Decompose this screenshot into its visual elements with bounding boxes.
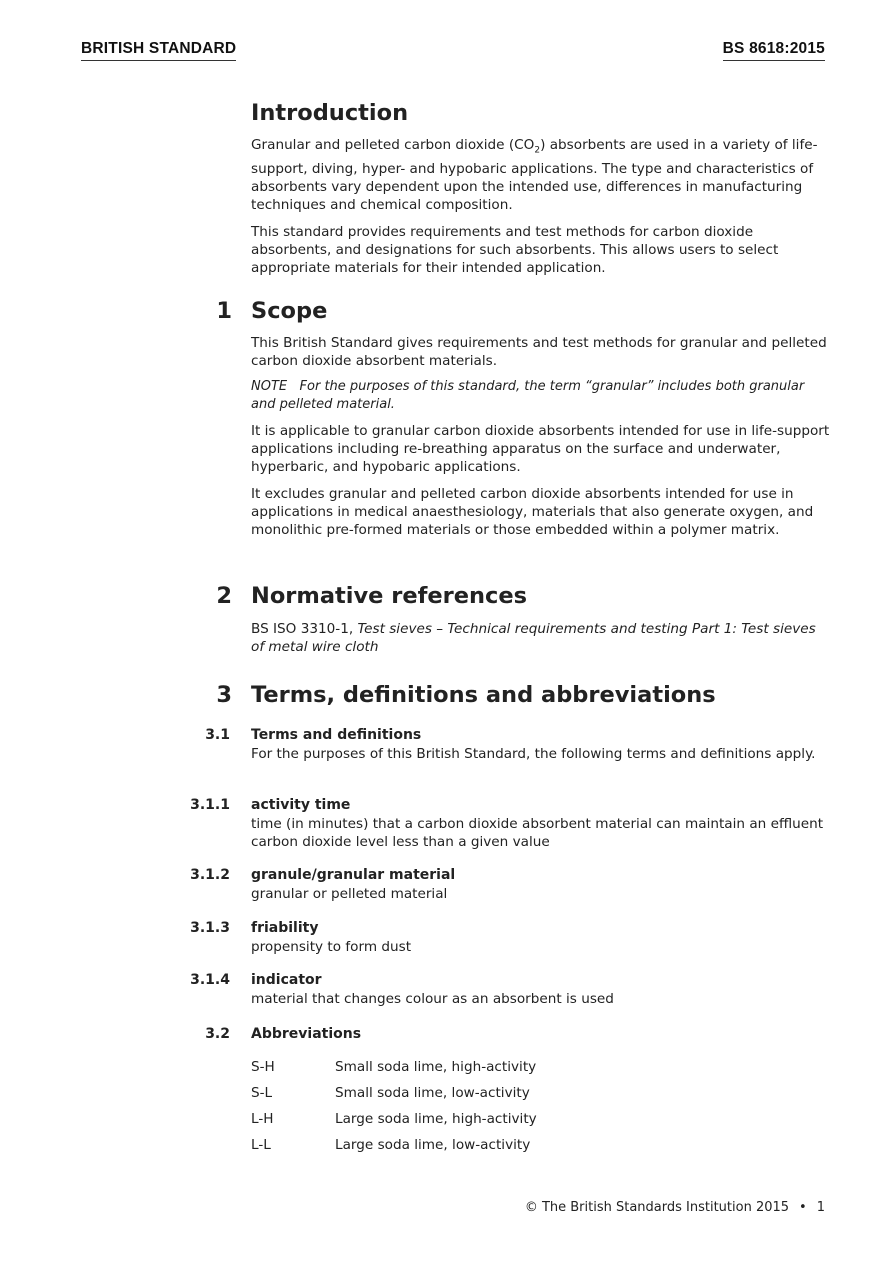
abbreviation-row: [251, 1084, 530, 1102]
abbreviation-code: S-L: [251, 1085, 273, 1101]
scope-paragraph-1: This British Standard gives requirements and test methods for granular and pelleted carbon dioxide absorbent materials.: [251, 335, 827, 369]
subsection-3-2-title: Abbreviations: [251, 1026, 362, 1042]
normative-heading: Normative references: [251, 583, 528, 609]
scope-section: [251, 334, 831, 539]
abbreviation-code: L-L: [251, 1137, 271, 1153]
term-definition-block: [251, 815, 831, 851]
normative-reference: [251, 620, 831, 656]
abbreviation-code: L-H: [251, 1111, 274, 1127]
introduction-paragraph-2: This standard provides requirements and test methods for carbon dioxide absorbents, and designations for such absorbents. This allows users to select appropriate materials for their intended application.: [251, 223, 779, 276]
subsection-3-1-text: For the purposes of this British Standard, the following terms and definitions apply.: [251, 746, 816, 762]
terms-heading: Terms, definitions and abbreviations: [251, 682, 716, 708]
term-name: friability: [251, 920, 319, 936]
abbreviation-meaning: Small soda lime, high-activity: [335, 1059, 537, 1075]
term-number: 3.1.4: [190, 972, 230, 988]
term-number: 3.1.3: [190, 920, 230, 936]
term-definition: time (in minutes) that a carbon dioxide absorbent material can maintain an effluent carbon dioxide level less than a given value: [251, 816, 824, 850]
page-number: 1: [816, 1200, 825, 1215]
note-label: NOTE: [251, 379, 288, 394]
abbreviation-meaning: Large soda lime, high-activity: [335, 1111, 537, 1127]
intro-p1-subscript: 2: [534, 145, 541, 156]
reference-code: BS ISO 3310-1,: [251, 621, 358, 637]
footer-bullet: •: [799, 1200, 807, 1215]
term-definition-block: [251, 990, 831, 1008]
scope-paragraph-3: It excludes granular and pelleted carbon dioxide absorbents intended for use in applications in medical anaesthesiology, materials that also generate oxygen, and monolithic pre-formed materials or those embedded within a polymer matrix.: [251, 486, 814, 538]
subsection-3-1-number: 3.1: [205, 727, 230, 743]
abbreviation-meaning: Small soda lime, low-activity: [335, 1085, 530, 1101]
copyright-notice: © The British Standards Institution 2015: [524, 1200, 790, 1215]
note-text: For the purposes of this standard, the term “granular” includes both granular and pelleted material.: [251, 379, 805, 412]
term-definition-block: [251, 885, 831, 903]
abbreviation-row: [251, 1136, 530, 1154]
term-number: 3.1.2: [190, 867, 230, 883]
introduction-section: [251, 136, 831, 277]
term-definition-block: [251, 938, 831, 956]
intro-p1-before: Granular and pelleted carbon dioxide (CO: [251, 137, 535, 153]
term-name: activity time: [251, 797, 351, 813]
normative-section: [251, 620, 831, 656]
term-name: granule/granular material: [251, 867, 456, 883]
page-footer: [525, 1199, 825, 1217]
term-name: indicator: [251, 972, 322, 988]
running-header-right: BS 8618:2015: [723, 40, 825, 61]
abbreviation-row: [251, 1110, 537, 1128]
subsection-3-1-text-block: [251, 745, 831, 763]
running-header-left: BRITISH STANDARD: [81, 40, 236, 61]
scope-note: [251, 378, 831, 414]
reference-title: Test sieves – Technical requirements and testing Part 1: Test sieves of metal wire cloth: [251, 621, 816, 655]
subsection-3-1-title: Terms and definitions: [251, 727, 422, 743]
scope-number: 1: [216, 298, 232, 324]
terms-number: 3: [216, 682, 232, 708]
abbreviation-code: S-H: [251, 1059, 275, 1075]
term-definition: propensity to form dust: [251, 939, 412, 955]
abbreviation-meaning: Large soda lime, low-activity: [335, 1137, 531, 1153]
abbreviation-row: [251, 1058, 536, 1076]
term-number: 3.1.1: [190, 797, 230, 813]
introduction-heading: Introduction: [251, 100, 409, 126]
scope-heading: Scope: [251, 298, 328, 324]
term-definition: granular or pelleted material: [251, 886, 448, 902]
scope-paragraph-2: It is applicable to granular carbon dioxide absorbents intended for use in life-support applications including re-breathing apparatus on the surface and underwater, hyperbaric, and hypobaric applications.: [251, 423, 830, 475]
introduction-paragraph-1: [251, 136, 831, 214]
term-definition: material that changes colour as an absorbent is used: [251, 991, 614, 1007]
subsection-3-2-number: 3.2: [205, 1026, 230, 1042]
normative-number: 2: [216, 583, 232, 609]
intro-p1-after: ) absorbents are used in a variety of life-support, diving, hyper- and hypobaric applications. The type and characteristics of absorbents vary dependent upon the intended use, differences in manufacturing techniques and chemical composition.: [251, 137, 818, 213]
